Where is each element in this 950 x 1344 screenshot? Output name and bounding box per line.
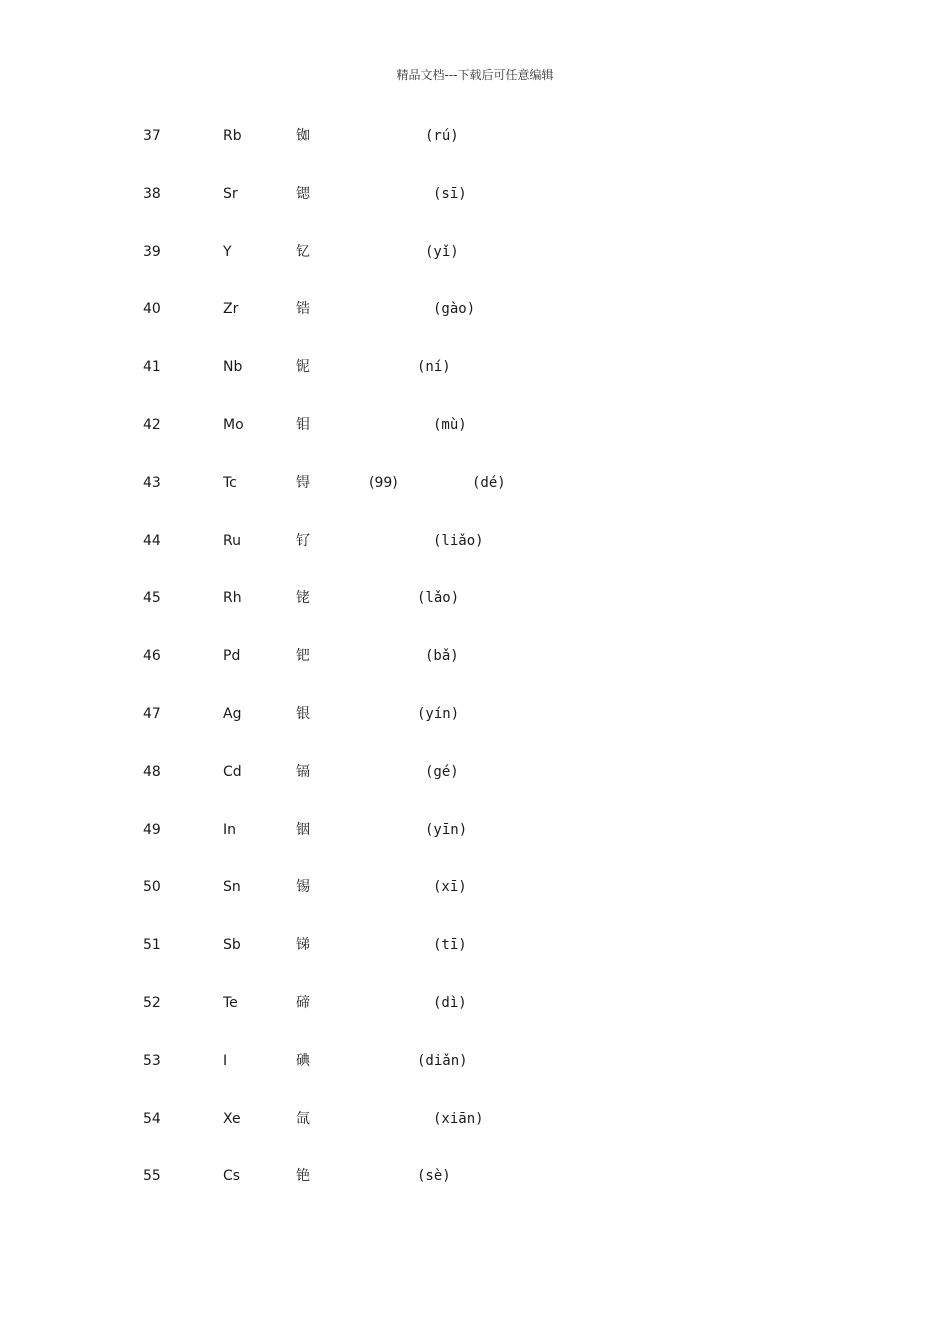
atomic-number: 43 [143, 474, 161, 491]
element-pinyin: (dì) [433, 994, 467, 1011]
atomic-number: 51 [143, 937, 161, 954]
atomic-number: 42 [143, 416, 161, 433]
atomic-number: 54 [143, 1110, 161, 1127]
element-chinese-name: 铌 [296, 359, 310, 376]
element-row [0, 588, 950, 646]
element-symbol: Sr [223, 185, 238, 202]
element-pinyin: (mù) [433, 416, 467, 433]
element-chinese-name: 碘 [296, 1052, 310, 1069]
element-row [0, 242, 950, 300]
element-pinyin: (sī) [433, 185, 467, 202]
element-pinyin: (yín) [417, 705, 460, 722]
element-row [0, 357, 950, 415]
atomic-number: 45 [143, 590, 161, 607]
atomic-number: 55 [143, 1168, 161, 1185]
element-row [0, 935, 950, 993]
element-chinese-name: 铷 [296, 128, 310, 144]
atomic-number: 53 [143, 1052, 161, 1069]
element-row [0, 993, 950, 1051]
element-symbol: Y [223, 243, 232, 260]
element-row [0, 762, 950, 820]
element-pinyin: (ní) [417, 359, 451, 376]
element-pinyin: (yǐ) [425, 243, 459, 260]
element-chinese-name: 锝 [296, 474, 310, 491]
element-pinyin: (xī) [433, 879, 467, 896]
element-symbol: Sn [223, 879, 241, 896]
atomic-number: 49 [143, 821, 161, 838]
atomic-number: 48 [143, 763, 161, 780]
element-symbol: Nb [223, 359, 243, 376]
element-symbol: Cd [223, 763, 242, 780]
element-chinese-name: 碲 [296, 994, 310, 1011]
element-pinyin: (sè) [417, 1168, 451, 1185]
element-pinyin: (gé) [425, 763, 459, 780]
element-chinese-name: 锡 [296, 879, 310, 896]
element-symbol: Xe [223, 1110, 241, 1127]
element-symbol: Sb [223, 937, 241, 954]
element-chinese-name: 锑 [296, 937, 310, 954]
element-row [0, 299, 950, 357]
element-chinese-name: 锆 [296, 301, 310, 318]
element-row [0, 820, 950, 878]
element-row [0, 1166, 950, 1224]
element-list [0, 126, 950, 1224]
atomic-number: 50 [143, 879, 161, 896]
element-row [0, 415, 950, 473]
element-symbol: Ag [223, 705, 242, 722]
element-symbol: Ru [223, 532, 241, 549]
element-symbol: Rb [223, 128, 242, 144]
element-pinyin: (liǎo) [433, 532, 484, 549]
element-chinese-name: 钌 [296, 532, 310, 549]
element-chinese-name: 钇 [296, 243, 310, 260]
element-symbol: Pd [223, 648, 241, 665]
element-chinese-name: 钼 [296, 416, 310, 433]
atomic-number: 46 [143, 648, 161, 665]
element-chinese-name: 钯 [296, 648, 310, 665]
element-pinyin: (rú) [425, 128, 459, 144]
element-chinese-name: 铑 [296, 590, 310, 607]
element-pinyin: (tī) [433, 937, 467, 954]
element-chinese-name: 氙 [296, 1110, 310, 1127]
element-pinyin: (xiān) [433, 1110, 484, 1127]
element-pinyin: (gào) [433, 301, 476, 318]
atomic-number: 44 [143, 532, 161, 549]
element-chinese-name: 镉 [296, 763, 310, 780]
element-row [0, 646, 950, 704]
element-symbol: Cs [223, 1168, 241, 1185]
atomic-number: 41 [143, 359, 161, 376]
element-chinese-name: 铟 [296, 821, 310, 838]
page-header: 精品文档---下载后可任意编辑 [396, 68, 554, 82]
element-row [0, 184, 950, 242]
element-symbol: Tc [223, 474, 237, 491]
element-pinyin: (dé) [472, 474, 506, 491]
element-symbol: In [223, 821, 237, 838]
element-symbol: Mo [223, 416, 244, 433]
atomic-number: 39 [143, 243, 161, 260]
element-symbol: Te [223, 994, 238, 1011]
atomic-number: 38 [143, 185, 161, 202]
element-symbol: Zr [223, 301, 239, 318]
element-row [0, 1109, 950, 1167]
atomic-number: 47 [143, 705, 161, 722]
atomic-number: 40 [143, 301, 161, 318]
element-row [0, 531, 950, 589]
element-symbol: Rh [223, 590, 242, 607]
element-row [0, 1051, 950, 1109]
element-row [0, 704, 950, 762]
atomic-number: 52 [143, 994, 161, 1011]
element-chinese-name: 银 [296, 705, 310, 722]
element-symbol: I [223, 1052, 228, 1069]
element-pinyin: (diǎn) [417, 1052, 468, 1069]
element-row [0, 877, 950, 935]
element-pinyin: (yīn) [425, 821, 468, 838]
atomic-number: 37 [143, 128, 161, 144]
element-chinese-name: 锶 [296, 185, 310, 202]
element-pinyin: (bǎ) [425, 648, 459, 665]
element-pinyin: (lǎo) [417, 590, 460, 607]
element-chinese-name: 铯 [296, 1168, 310, 1185]
element-row [0, 126, 950, 184]
element-row [0, 473, 950, 531]
atomic-mass: (99) [369, 474, 398, 491]
